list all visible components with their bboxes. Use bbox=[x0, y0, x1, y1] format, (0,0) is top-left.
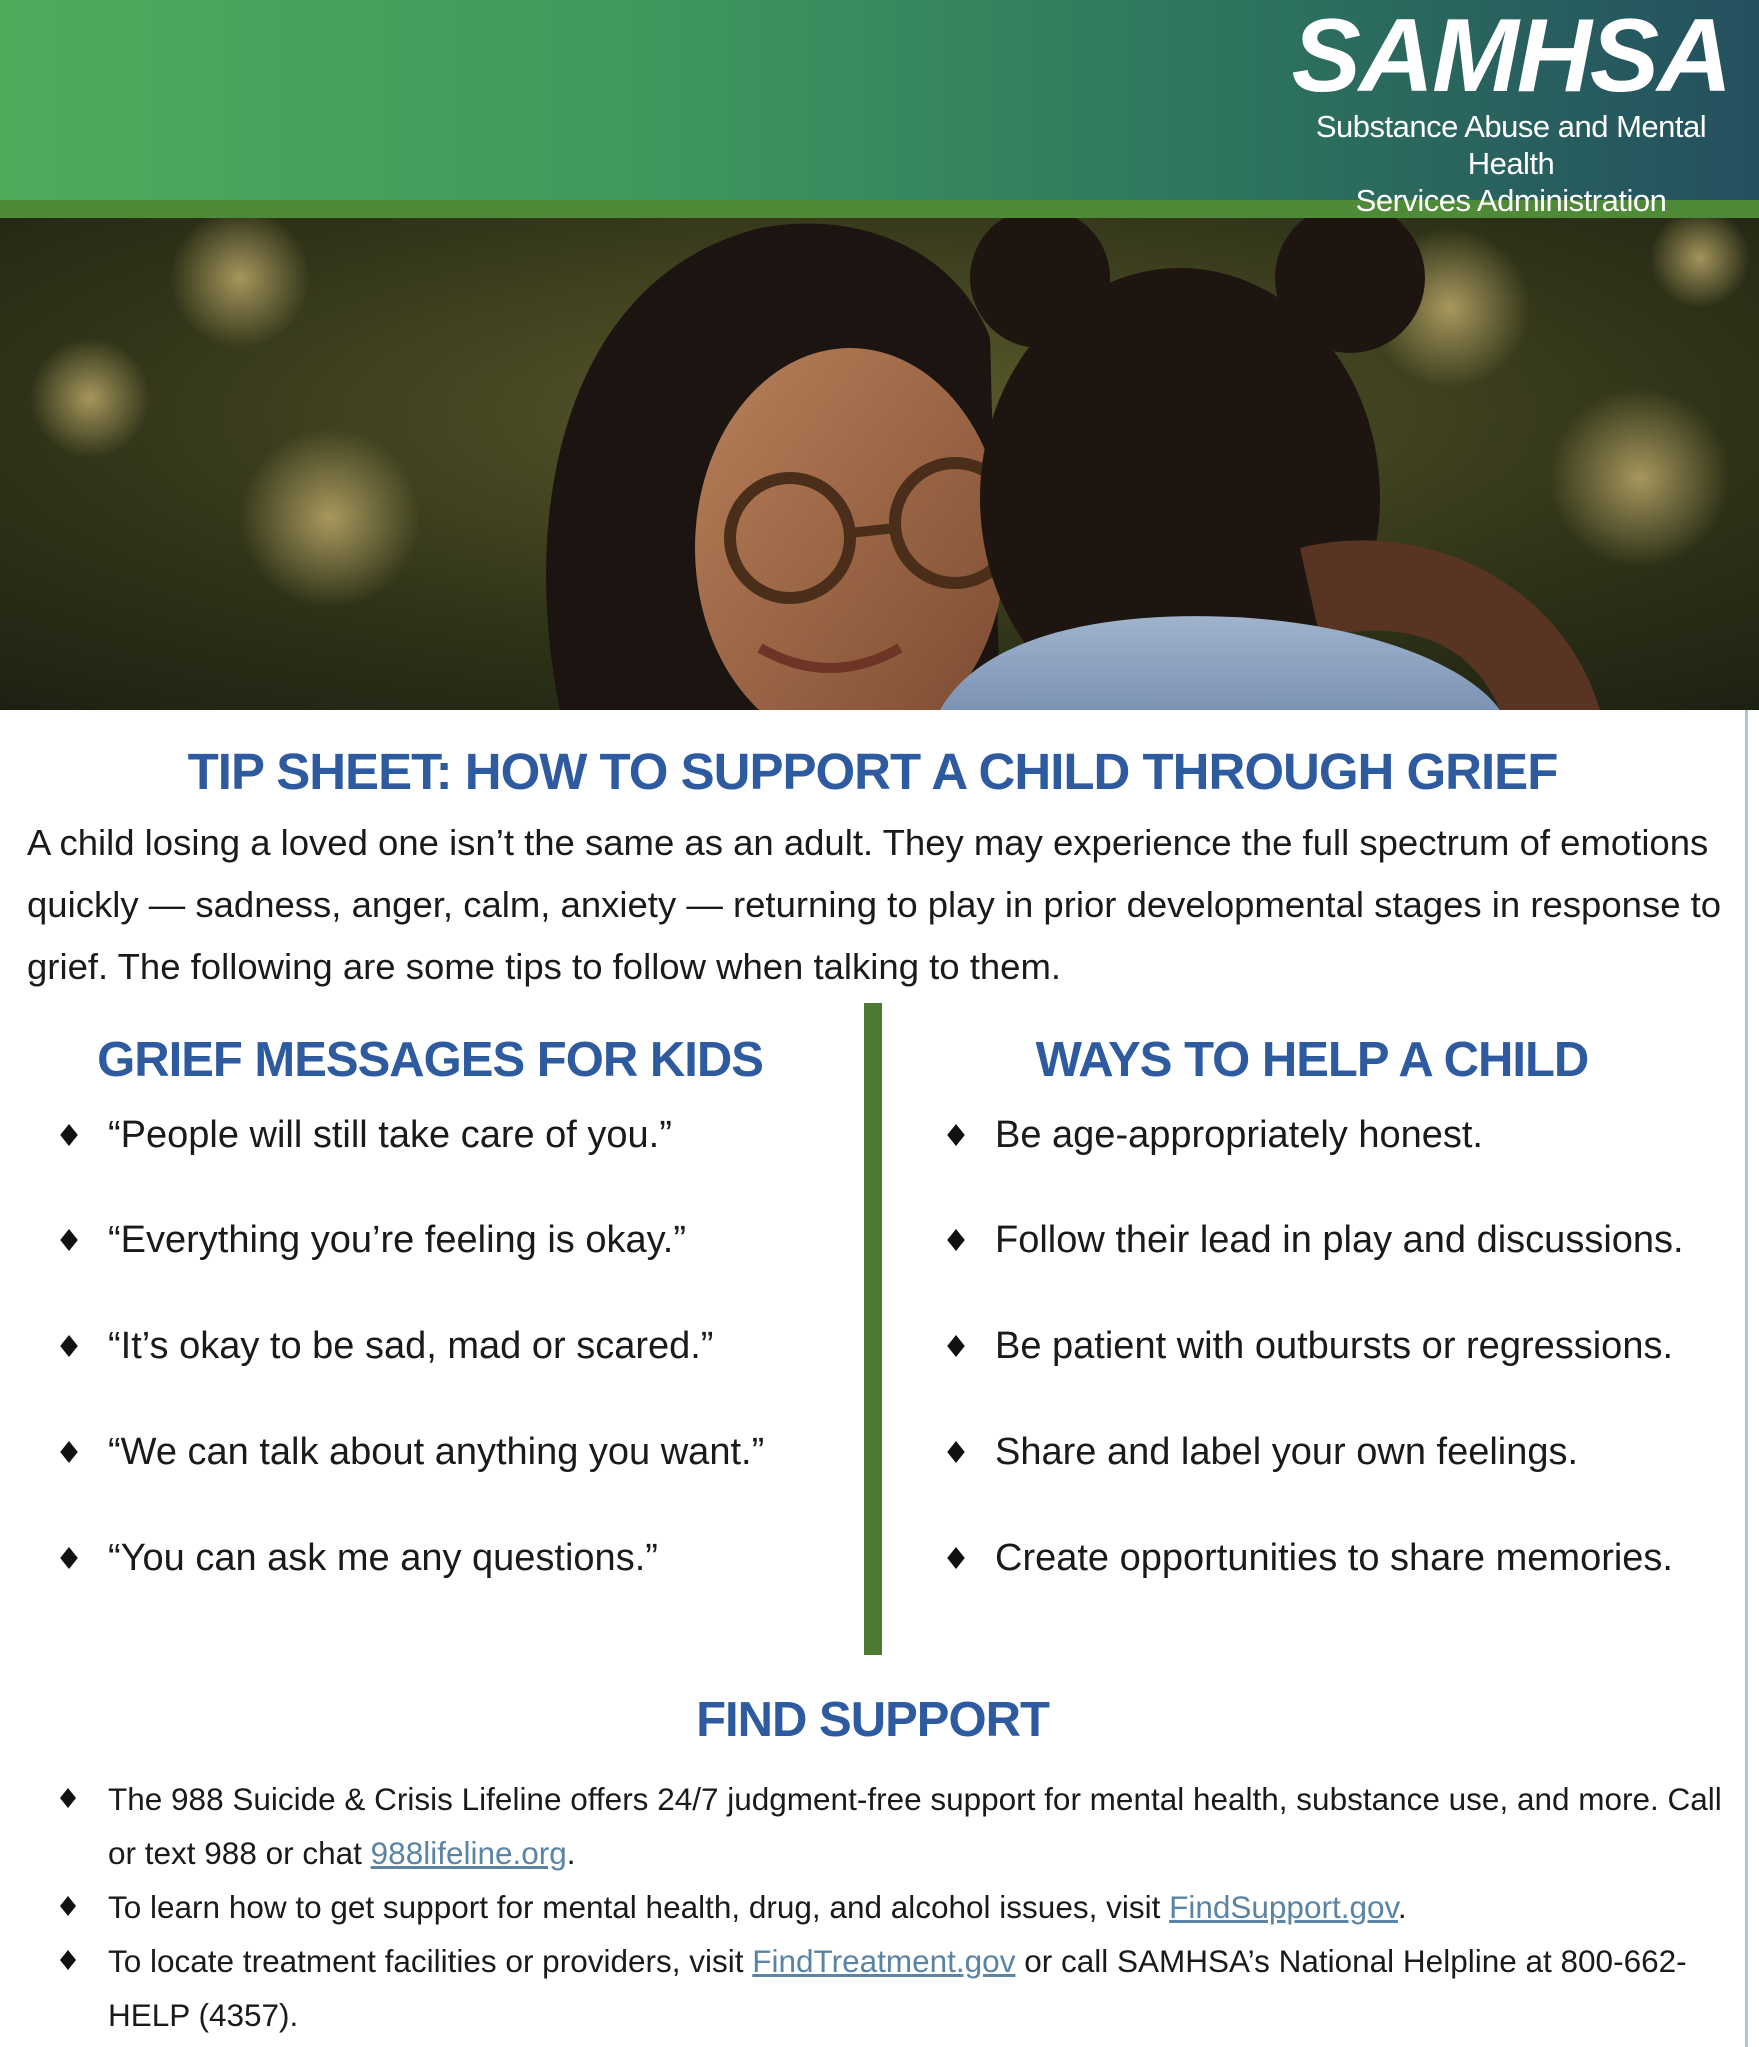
988lifeline-link[interactable]: 988lifeline.org bbox=[370, 1835, 567, 1871]
list-item-text: Be patient with outbursts or regressions. bbox=[995, 1325, 1674, 1367]
diamond-bullet-icon bbox=[945, 1441, 967, 1463]
diamond-bullet-icon bbox=[58, 1896, 78, 1916]
diamond-bullet-icon bbox=[58, 1124, 80, 1146]
diamond-bullet-icon bbox=[945, 1229, 967, 1251]
support-item-findsupport bbox=[58, 1880, 1738, 1934]
diamond-bullet-icon bbox=[58, 1950, 78, 1970]
diamond-bullet-icon bbox=[58, 1547, 80, 1569]
page-title: TIP SHEET: HOW TO SUPPORT A CHILD THROUGH GRIEF bbox=[187, 743, 1558, 800]
column-divider bbox=[864, 1003, 882, 1655]
samhsa-logo bbox=[1281, 0, 1741, 219]
list-item-text: “We can talk about anything you want.” bbox=[108, 1431, 765, 1473]
support-list bbox=[58, 1772, 1738, 2042]
support-item-end: . bbox=[1397, 1889, 1407, 1925]
logo-wordmark: SAMHSA bbox=[1291, 0, 1731, 114]
support-item-end: or call SAMHSA’s National Helpline at 800-662-HELP (4357). bbox=[108, 1943, 1687, 2033]
diamond-bullet-icon bbox=[58, 1335, 80, 1357]
support-item-988 bbox=[58, 1772, 1738, 1880]
diamond-bullet-icon bbox=[58, 1229, 80, 1251]
intro-paragraph: A child losing a loved one isn’t the same as an adult. They may experience the full spectrum of emotions quickly — sadness, anger, calm, anxiety — returning to play in prior developmental stages in response to grief. The following are some tips to follow when talking to them. bbox=[27, 822, 1722, 987]
list-item-text: Create opportunities to share memories. bbox=[995, 1537, 1673, 1579]
support-item-text: To learn how to get support for mental health, drug, and alcohol issues, visit bbox=[108, 1889, 1170, 1925]
hero-photo bbox=[0, 218, 1759, 710]
diamond-bullet-icon bbox=[58, 1441, 80, 1463]
diamond-bullet-icon bbox=[945, 1547, 967, 1569]
diamond-bullet-icon bbox=[945, 1124, 967, 1146]
list-item-text: Be age-appropriately honest. bbox=[995, 1114, 1483, 1156]
support-item-end: . bbox=[566, 1835, 576, 1871]
list-item-text: “People will still take care of you.” bbox=[108, 1114, 672, 1156]
list-item-text: “Everything you’re feeling is okay.” bbox=[108, 1219, 686, 1261]
support-item-findtreatment bbox=[58, 1934, 1738, 2042]
findsupport-link[interactable]: FindSupport.gov bbox=[1169, 1889, 1398, 1925]
logo-subtitle-line1: Substance Abuse and Mental Health bbox=[1315, 109, 1707, 181]
support-item-text: The 988 Suicide & Crisis Lifeline offers 24/7 judgment-free support for mental health, substance use, and more. Call or text 988 or chat bbox=[108, 1781, 1722, 1871]
list-item-text: “You can ask me any questions.” bbox=[108, 1537, 658, 1579]
list-item-text: “It’s okay to be sad, mad or scared.” bbox=[108, 1325, 714, 1367]
findtreatment-link[interactable]: FindTreatment.gov bbox=[752, 1943, 1016, 1979]
ways-to-help-heading: WAYS TO HELP A CHILD bbox=[1035, 1033, 1589, 1087]
photo-woman-hugging-child-icon bbox=[0, 218, 1759, 710]
diamond-bullet-icon bbox=[58, 1788, 78, 1808]
list-item-text: Follow their lead in play and discussions. bbox=[995, 1219, 1684, 1261]
logo-subtitle-line2: Services Administration bbox=[1355, 183, 1667, 218]
grief-messages-heading: GRIEF MESSAGES FOR KIDS bbox=[97, 1033, 763, 1087]
find-support-heading: FIND SUPPORT bbox=[696, 1693, 1049, 1747]
support-item-text: To locate treatment facilities or providers, visit bbox=[108, 1943, 753, 1979]
right-border-rule bbox=[1745, 710, 1748, 2047]
list-item-text: Share and label your own feelings. bbox=[995, 1431, 1579, 1473]
diamond-bullet-icon bbox=[945, 1335, 967, 1357]
